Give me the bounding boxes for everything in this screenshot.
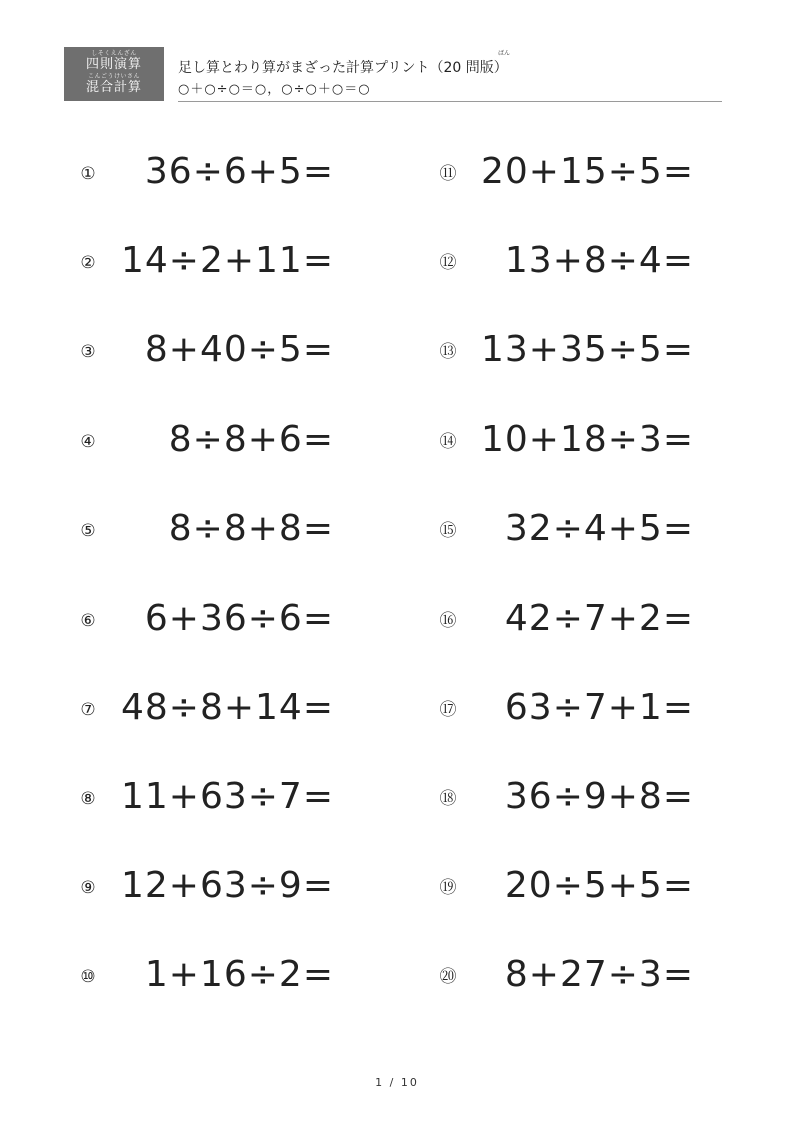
problem-number: ① [80, 164, 96, 184]
problem-expression: 20+15÷5= [480, 151, 694, 192]
badge-label-top: 四則演算 [85, 57, 142, 72]
problem-item [76, 328, 334, 372]
problem-expression: 8÷8+8= [168, 508, 334, 549]
problem-number: ⑧ [80, 789, 96, 809]
problem-item [76, 686, 334, 730]
problem-expression: 14÷2+11= [120, 240, 334, 281]
problem-expression: 8÷8+6= [168, 419, 334, 460]
problem-expression: 1+16÷2= [144, 954, 334, 995]
problem-item [436, 953, 694, 997]
problem-item [436, 507, 694, 551]
problem-expression: 32÷4+5= [504, 508, 694, 549]
badge-ruby-top: しそくえんざん [91, 50, 137, 57]
page-title: 足し算とわり算がまざった計算プリント（20 問版） [178, 60, 508, 76]
problem-expression: 8+27÷3= [504, 954, 694, 995]
problem-number: ⑬ [439, 342, 457, 362]
problem-item [76, 507, 334, 551]
problem-number: ⑭ [439, 432, 457, 452]
problem-number: ⑫ [439, 253, 457, 273]
problem-expression: 11+63÷7= [120, 776, 334, 817]
problem-number: ⑯ [439, 611, 457, 631]
problem-number: ⑪ [439, 164, 457, 184]
problem-expression: 36÷9+8= [504, 776, 694, 817]
problem-expression: 20÷5+5= [504, 865, 694, 906]
problem-number: ⑳ [439, 967, 457, 987]
problem-number: ⑨ [80, 878, 96, 898]
problem-item [76, 953, 334, 997]
problem-item [76, 775, 334, 819]
problem-item [76, 418, 334, 462]
category-badge [64, 47, 164, 101]
problem-item [436, 239, 694, 283]
problem-item [436, 418, 694, 462]
problem-item [436, 328, 694, 372]
problem-expression: 12+63÷9= [120, 865, 334, 906]
badge-ruby-bottom: こんごうけいさん [87, 73, 140, 80]
problem-item [76, 864, 334, 908]
problem-number: ③ [80, 342, 96, 362]
problem-item [76, 150, 334, 194]
problem-number: ④ [80, 432, 96, 452]
title-area [178, 47, 722, 102]
title-ruby: ばん [498, 50, 511, 57]
problem-number: ⑲ [439, 878, 457, 898]
problem-expression: 42÷7+2= [504, 598, 694, 639]
badge-label-bottom: 混合計算 [85, 80, 142, 95]
problem-item [76, 597, 334, 641]
problem-number: ⑩ [80, 967, 96, 987]
problem-number: ⑥ [80, 611, 96, 631]
worksheet-header [64, 47, 722, 101]
problem-expression: 13+35÷5= [480, 329, 694, 370]
problem-item [436, 864, 694, 908]
problem-number: ⑮ [439, 521, 457, 541]
problem-expression: 63÷7+1= [504, 687, 694, 728]
problem-number: ⑤ [80, 521, 96, 541]
problem-expression: 13+8÷4= [504, 240, 694, 281]
problem-item [436, 686, 694, 730]
problem-number: ⑱ [439, 789, 457, 809]
problem-number: ② [80, 253, 96, 273]
problem-expression: 48÷8+14= [120, 687, 334, 728]
page-subtitle: ○＋○÷○＝○，○÷○＋○＝○ [178, 82, 371, 97]
problem-number: ⑦ [80, 700, 96, 720]
problem-expression: 10+18÷3= [480, 419, 694, 460]
problem-expression: 8+40÷5= [144, 329, 334, 370]
problem-item [76, 239, 334, 283]
problem-number: ⑰ [439, 700, 457, 720]
page-number: 1 / 10 [375, 1076, 419, 1089]
problem-expression: 36÷6+5= [144, 151, 334, 192]
problem-expression: 6+36÷6= [144, 598, 334, 639]
problem-item [436, 150, 694, 194]
problem-item [436, 775, 694, 819]
problem-item [436, 597, 694, 641]
